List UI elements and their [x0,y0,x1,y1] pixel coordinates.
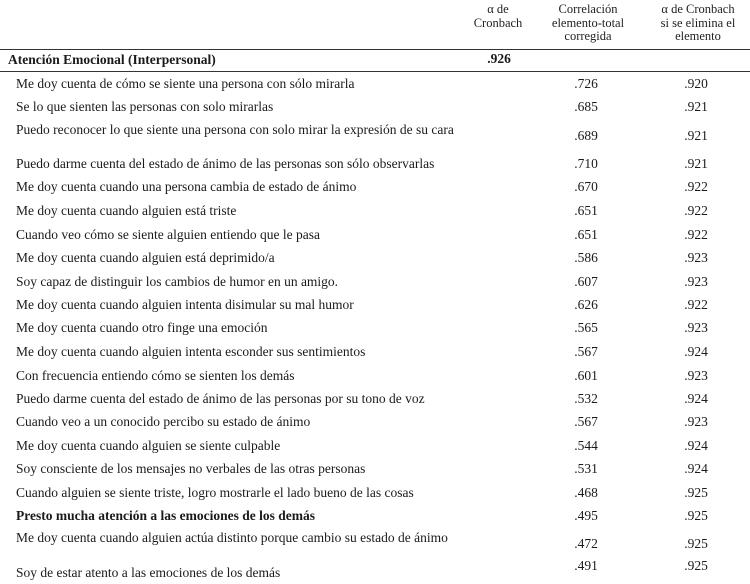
item-total-correlation: .689 [574,128,598,143]
item-text: Soy de estar atento a las emociones de los demás [16,565,281,580]
item-text: Soy consciente de los mensajes no verbales de las otras personas [16,461,366,476]
alpha-if-deleted: .923 [684,320,708,335]
item-text: Me doy cuenta de cómo se siente una persona con sólo mirarla [16,76,355,91]
item-text: Me doy cuenta cuando alguien está triste [16,203,237,218]
column-header-line: corregida [564,29,612,43]
item-total-correlation: .565 [574,320,598,335]
item-text: Me doy cuenta cuando otro finge una emoción [16,320,268,335]
item-text: Puedo reconocer lo que siente una persona con solo mirar la expresión de su cara [16,122,454,137]
item-total-correlation: .710 [574,156,598,171]
alpha-if-deleted: .922 [684,297,708,312]
alpha-if-deleted: .920 [684,76,708,91]
item-text: Me doy cuenta cuando alguien actúa distinto porque cambio su estado de ánimo [16,530,448,545]
item-total-correlation: .651 [574,227,598,242]
alpha-if-deleted: .925 [684,558,708,573]
item-total-correlation: .726 [574,76,598,91]
item-total-correlation: .685 [574,99,598,114]
item-text: Cuando veo cómo se siente alguien entiendo que le pasa [16,227,321,242]
column-header-line: α de [487,2,509,16]
alpha-if-deleted: .922 [684,203,708,218]
alpha-if-deleted: .925 [684,508,708,523]
item-text: Con frecuencia entiendo cómo se sienten los demás [16,368,295,383]
item-total-correlation: .670 [574,179,598,194]
item-total-correlation: .586 [574,250,598,265]
alpha-if-deleted: .921 [684,128,708,143]
alpha-if-deleted: .922 [684,227,708,242]
alpha-if-deleted: .924 [684,438,708,453]
item-total-correlation: .532 [574,391,598,406]
item-text: Se lo que sienten las personas con solo mirarlas [16,99,274,114]
item-total-correlation: .472 [574,536,598,551]
column-header-line: Correlación [558,2,618,16]
item-text: Me doy cuenta cuando alguien intenta esconder sus sentimientos [16,344,366,359]
alpha-if-deleted: .921 [684,156,708,171]
item-text: Me doy cuenta cuando una persona cambia de estado de ánimo [16,179,357,194]
item-text: Puedo darme cuenta del estado de ánimo de las personas son sólo observarlas [16,156,435,171]
item-text: Me doy cuenta cuando alguien está deprimido/a [16,250,275,265]
alpha-if-deleted: .923 [684,250,708,265]
item-total-correlation: .601 [574,368,598,383]
item-text: Me doy cuenta cuando alguien se siente culpable [16,438,281,453]
alpha-if-deleted: .925 [684,485,708,500]
alpha-if-deleted: .924 [684,461,708,476]
alpha-if-deleted: .921 [684,99,708,114]
item-total-correlation: .531 [574,461,598,476]
alpha-if-deleted: .924 [684,391,708,406]
item-total-correlation: .468 [574,485,598,500]
item-total-correlation: .607 [574,274,598,289]
item-total-correlation: .626 [574,297,598,312]
item-text: Cuando alguien se siente triste, logro mostrarle el lado bueno de las cosas [16,485,414,500]
item-total-correlation: .567 [574,414,598,429]
item-total-correlation: .544 [574,438,598,453]
item-total-correlation: .651 [574,203,598,218]
section-title: Atención Emocional (Interpersonal) [8,52,216,67]
item-text: Soy capaz de distinguir los cambios de humor en un amigo. [16,274,339,289]
alpha-if-deleted: .923 [684,414,708,429]
alpha-if-deleted: .922 [684,179,708,194]
item-total-correlation: .491 [574,558,598,573]
alpha-if-deleted: .923 [684,274,708,289]
column-header-line: α de Cronbach [661,2,735,16]
alpha-if-deleted: .923 [684,368,708,383]
column-header-line: elemento-total [551,15,625,30]
item-text: Presto mucha atención a las emociones de los demás [16,508,315,523]
item-total-correlation: .495 [574,508,598,523]
item-total-correlation: .567 [574,344,598,359]
column-header-line: elemento [675,29,721,43]
item-text: Me doy cuenta cuando alguien intenta disimular su mal humor [16,297,354,312]
alpha-if-deleted: .925 [684,536,708,551]
item-text: Cuando veo a un conocido percibo su estado de ánimo [16,414,311,429]
column-header-line: Cronbach [473,15,523,30]
alpha-if-deleted: .924 [684,344,708,359]
section-alpha-value: .926 [487,51,511,66]
item-text: Puedo darme cuenta del estado de ánimo de las personas por su tono de voz [16,391,425,406]
column-header-line: si se elimina el [660,15,736,30]
